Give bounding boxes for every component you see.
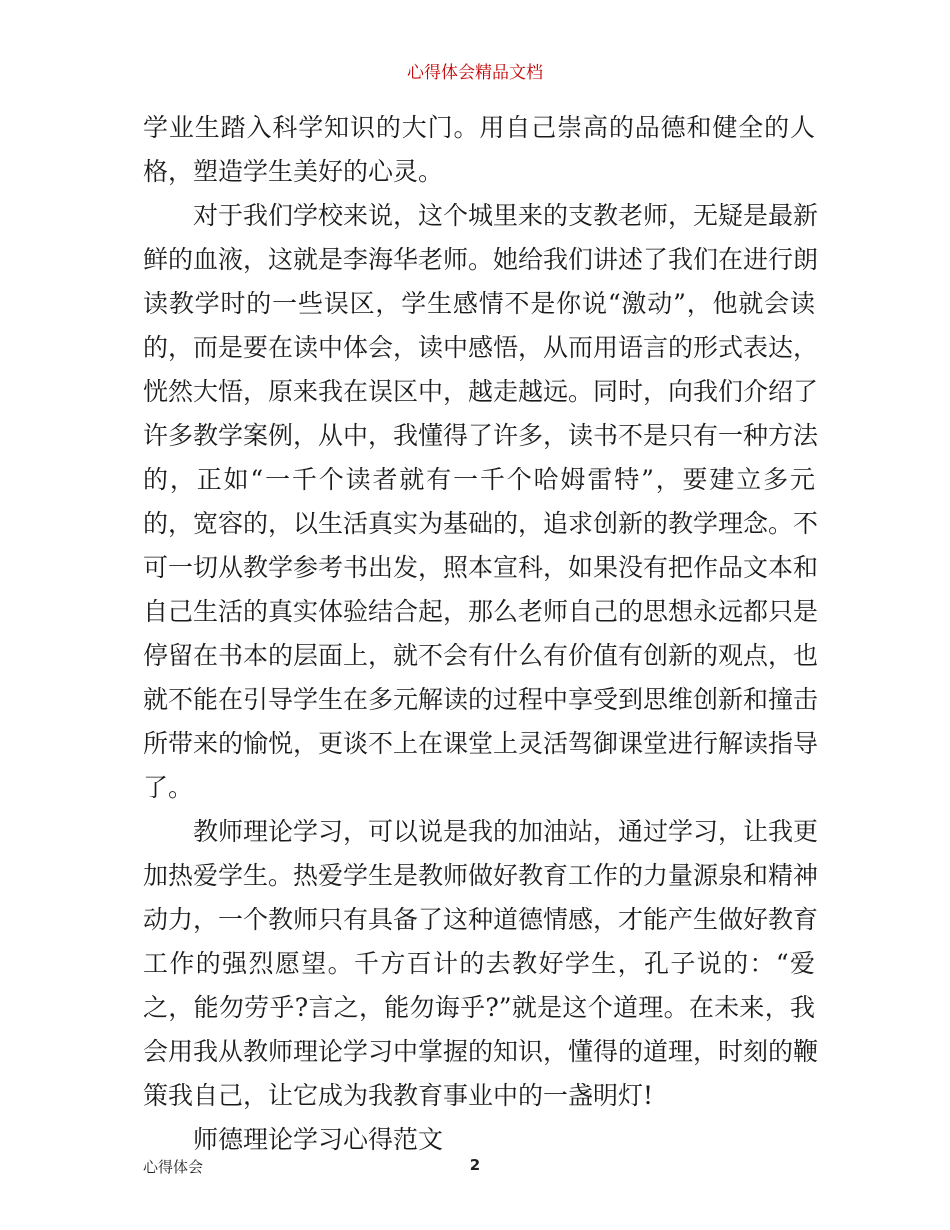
text-line: 停留在书本的层面上，就不会有什么有价值有创新的观点，也 <box>143 641 819 670</box>
page-number: 2 <box>469 1156 481 1174</box>
text-line: 了。 <box>143 773 194 802</box>
paragraph-start-line: 教师理论学习，可以说是我的加油站，通过学习，让我更 <box>193 817 819 846</box>
text-line: 就不能在引导学生在多元解读的过程中享受到思维创新和撞击 <box>143 685 819 714</box>
text-line: 所带来的愉悦，更谈不上在课堂上灵活驾御课堂进行解读指导 <box>143 729 819 758</box>
text-line: 可一切从教学参考书出发，照本宣科，如果没有把作品文本和 <box>143 553 819 582</box>
text-line: 格，塑造学生美好的心灵。 <box>143 157 444 186</box>
text-line: 动力，一个教师只有具备了这种道德情感，才能产生做好教育 <box>143 905 819 934</box>
text-line: 的，正如“一千个读者就有一千个哈姆雷特”，要建立多元 <box>143 465 815 494</box>
text-line: 会用我从教师理论学习中掌握的知识，懂得的道理，时刻的鞭 <box>143 1037 819 1066</box>
text-line: 策我自己，让它成为我教育事业中的一盏明灯! <box>143 1081 654 1110</box>
text-line: 之，能勿劳乎?言之，能勿诲乎?”就是这个道理。在未来，我 <box>143 993 815 1022</box>
text-line: 恍然大悟，原来我在误区中，越走越远。同时，向我们介绍了 <box>143 377 819 406</box>
text-line: 工作的强烈愿望。千方百计的去教好学生，孔子说的：“爱 <box>143 949 815 978</box>
paragraph-start-line: 对于我们学校来说，这个城里来的支教老师，无疑是最新 <box>193 201 819 230</box>
text-line: 自己生活的真实体验结合起，那么老师自己的思想永远都只是 <box>143 597 819 626</box>
text-line: 读教学时的一些误区，学生感情不是你说“激动”，他就会读 <box>143 289 815 318</box>
text-line: 的，宽容的，以生活真实为基础的，追求创新的教学理念。不 <box>143 509 819 538</box>
footer-label: 心得体会 <box>143 1158 204 1176</box>
text-line: 加热爱学生。热爱学生是教师做好教育工作的力量源泉和精神 <box>143 861 819 890</box>
text-line: 学业生踏入科学知识的大门。用自己崇高的品德和健全的人 <box>143 113 815 142</box>
page-header-title: 心得体会精品文档 <box>407 63 543 83</box>
document-body <box>143 106 819 1162</box>
text-line: 许多教学案例，从中，我懂得了许多，读书不是只有一种方法 <box>143 421 819 450</box>
text-line: 的，而是要在读中体会，读中感悟，从而用语言的形式表达， <box>143 333 819 362</box>
section-heading: 师德理论学习心得范文 <box>193 1125 444 1154</box>
page-footer <box>0 1156 950 1180</box>
text-line: 鲜的血液，这就是李海华老师。她给我们讲述了我们在进行朗 <box>143 245 819 274</box>
